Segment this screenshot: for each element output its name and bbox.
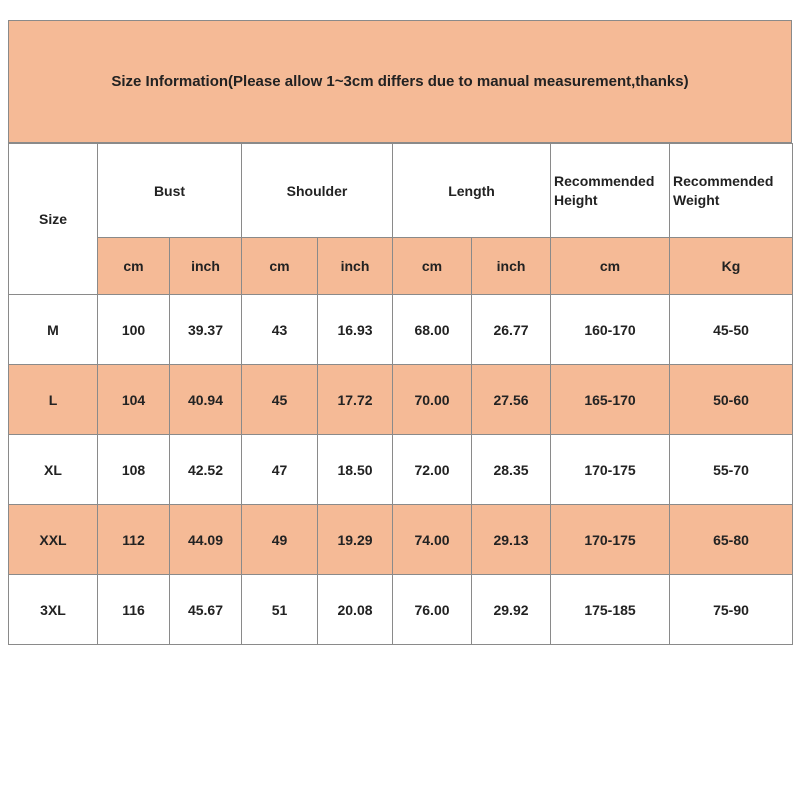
header-recommended-weight-line2: Weight [673,191,720,208]
recommended-height: 160-170 [551,295,670,365]
unit-cell: cm [98,238,170,295]
size-label: XL [9,435,98,505]
size-label: 3XL [9,575,98,645]
recommended-height: 170-175 [551,505,670,575]
length-inch: 27.56 [472,365,551,435]
length-inch: 29.13 [472,505,551,575]
header-row [9,144,793,238]
header-bust: Bust [98,144,242,238]
unit-cell: inch [318,238,393,295]
bust-cm: 100 [98,295,170,365]
unit-cell: cm [242,238,318,295]
shoulder-inch: 16.93 [318,295,393,365]
size-info-title: Size Information(Please allow 1~3cm differs due to manual measurement,thanks) [8,20,792,143]
recommended-weight: 65-80 [670,505,793,575]
table-row [9,575,793,645]
shoulder-inch: 18.50 [318,435,393,505]
length-inch: 28.35 [472,435,551,505]
bust-inch: 42.52 [170,435,242,505]
recommended-weight: 75-90 [670,575,793,645]
unit-cell: cm [393,238,472,295]
shoulder-cm: 47 [242,435,318,505]
shoulder-cm: 49 [242,505,318,575]
shoulder-inch: 17.72 [318,365,393,435]
shoulder-inch: 19.29 [318,505,393,575]
unit-cell: cm [551,238,670,295]
table-row [9,295,793,365]
table-row [9,365,793,435]
bust-inch: 40.94 [170,365,242,435]
size-table [8,143,793,645]
bust-cm: 112 [98,505,170,575]
recommended-weight: 45-50 [670,295,793,365]
header-recommended-weight-line1: Recommended [673,172,774,189]
header-size: Size [9,144,98,295]
header-length: Length [393,144,551,238]
size-label: XXL [9,505,98,575]
size-label: L [9,365,98,435]
bust-cm: 108 [98,435,170,505]
shoulder-cm: 51 [242,575,318,645]
bust-inch: 39.37 [170,295,242,365]
size-chart [8,20,792,645]
shoulder-cm: 45 [242,365,318,435]
header-recommended-height [551,144,670,238]
table-row [9,505,793,575]
bust-inch: 45.67 [170,575,242,645]
length-cm: 74.00 [393,505,472,575]
bust-cm: 116 [98,575,170,645]
length-inch: 29.92 [472,575,551,645]
length-cm: 72.00 [393,435,472,505]
size-label: M [9,295,98,365]
recommended-height: 165-170 [551,365,670,435]
length-inch: 26.77 [472,295,551,365]
bust-inch: 44.09 [170,505,242,575]
header-recommended-weight [670,144,793,238]
shoulder-cm: 43 [242,295,318,365]
length-cm: 68.00 [393,295,472,365]
header-recommended-height-line2: Height [554,191,598,208]
unit-row [9,238,793,295]
unit-cell: Kg [670,238,793,295]
bust-cm: 104 [98,365,170,435]
table-row [9,435,793,505]
length-cm: 70.00 [393,365,472,435]
shoulder-inch: 20.08 [318,575,393,645]
recommended-height: 175-185 [551,575,670,645]
recommended-weight: 50-60 [670,365,793,435]
header-recommended-height-line1: Recommended [554,172,655,189]
recommended-weight: 55-70 [670,435,793,505]
length-cm: 76.00 [393,575,472,645]
unit-cell: inch [472,238,551,295]
unit-cell: inch [170,238,242,295]
header-shoulder: Shoulder [242,144,393,238]
recommended-height: 170-175 [551,435,670,505]
